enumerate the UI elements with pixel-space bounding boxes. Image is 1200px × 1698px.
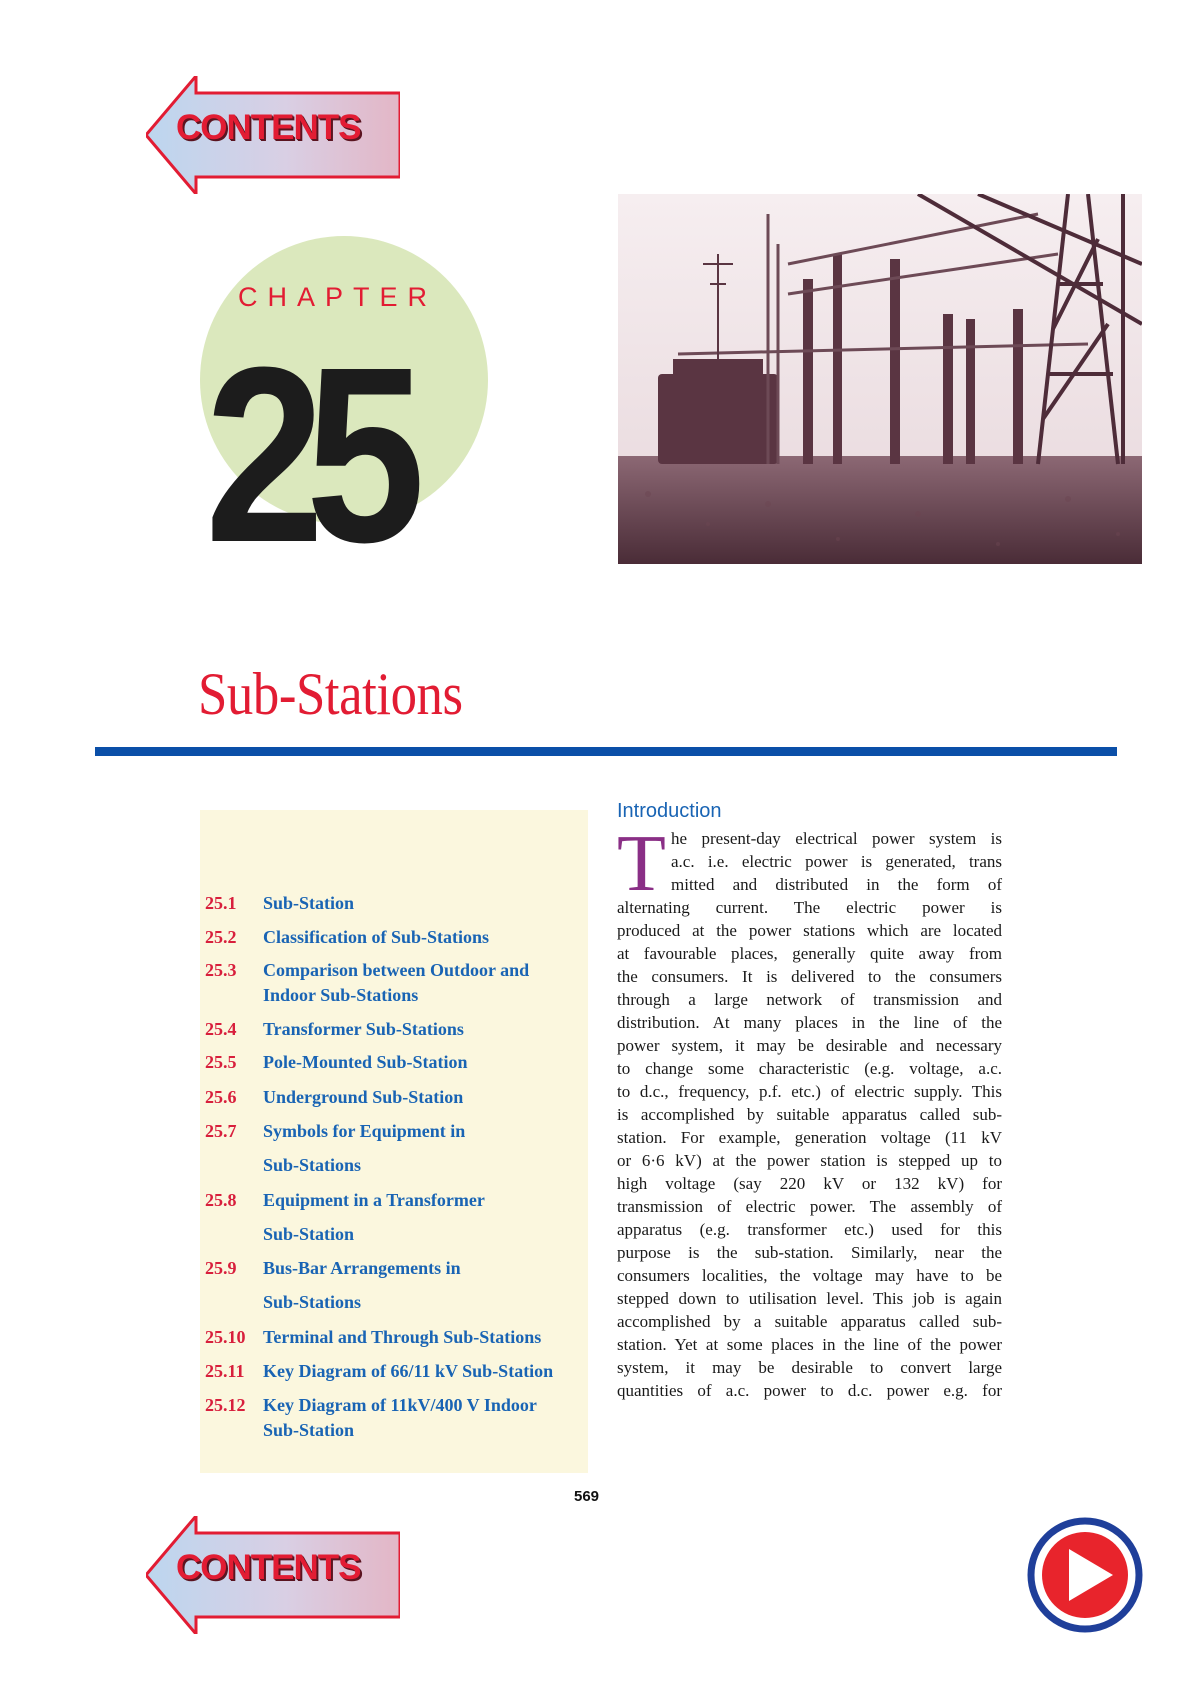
contents-button-top[interactable] [146,76,400,194]
body-line: quantities of a.c. power to d.c. power e.g. for [617,1381,1002,1400]
toc-number: 25.3 [205,960,237,980]
body-line: consumers localities, the voltage may have to be [617,1266,1002,1285]
contents-label: CONTENTS [176,108,361,147]
body-line: a.c. i.e. electric power is generated, trans [671,852,1002,871]
toc-text: Comparison between Outdoor and Indoor Sub-Stations [263,960,530,1005]
toc-text: Terminal and Through Sub-Stations [263,1327,542,1347]
toc-number: 25.11 [205,1361,245,1381]
toc-text: Transformer Sub-Stations [263,1019,464,1039]
toc-number: 25.9 [205,1258,237,1278]
body-line: is accomplished by suitable apparatus called sub- [617,1105,1002,1124]
body-line: system, it may be desirable to convert large [617,1358,1002,1377]
body-line: stepped down to utilisation level. This job is again [617,1289,1002,1308]
toc-number: 25.5 [205,1052,237,1072]
body-line: high voltage (say 220 kV or 132 kV) for [617,1174,1002,1193]
toc-text: Bus-Bar Arrangements in Sub-Stations [263,1258,461,1312]
toc-number: 25.7 [205,1121,237,1141]
body-line: power system, it may be desirable and necessary [617,1036,1002,1055]
body-line: transmission of electric power. The assembly of [617,1197,1002,1216]
body-line: apparatus (e.g. transformer etc.) used for this [617,1220,1002,1239]
body-line: to change some characteristic (e.g. voltage, a.c. [617,1059,1002,1078]
intro-heading: Introduction [617,800,722,822]
drop-cap: T [617,820,666,908]
next-page-button[interactable] [1027,1517,1143,1633]
contents-label: CONTENTS [176,1548,361,1587]
body-line: accomplished by a suitable apparatus called sub- [617,1312,1002,1331]
body-line: through a large network of transmission and [617,990,1002,1009]
chapter-number: 25 [205,315,407,594]
toc-text: Symbols for Equipment in Sub-Stations [263,1121,466,1175]
toc-text: Sub-Station [263,893,355,913]
toc-text: Underground Sub-Station [263,1087,464,1107]
body-line: station. Yet at some places in the line of the power [617,1335,1002,1354]
body-line: or 6·6 kV) at the power station is stepped up to [617,1151,1002,1170]
toc-text: Classification of Sub-Stations [263,927,490,947]
body-line: alternating current. The electric power is [617,898,1002,917]
toc-text: Equipment in a Transformer Sub-Station [263,1190,485,1244]
toc-text: Key Diagram of 11kV/400 V Indoor Sub-Station [263,1395,537,1440]
toc-number: 25.8 [205,1190,237,1210]
play-arrow-icon [1027,1517,1143,1633]
page-number: 569 [574,1488,600,1505]
body-line: mitted and distributed in the form of [671,875,1002,894]
toc-number: 25.4 [205,1019,237,1039]
body-line: produced at the power stations which are located [617,921,1002,940]
body-line: station. For example, generation voltage (11 kV [617,1128,1002,1147]
body-line: the consumers. It is delivered to the consumers [617,967,1002,986]
toc-text: Pole-Mounted Sub-Station [263,1052,468,1072]
toc-number: 25.10 [205,1327,246,1347]
toc-number: 25.2 [205,927,237,947]
toc-number: 25.1 [205,893,237,913]
body-line: he present-day electrical power system is [671,829,1002,848]
body-line: purpose is the sub-station. Similarly, near the [617,1243,1002,1262]
body-line: at favourable places, generally quite away from [617,944,1002,963]
toc-text: Key Diagram of 66/11 kV Sub-Station [263,1361,554,1381]
contents-button-bottom[interactable] [146,1516,400,1634]
body-line: distribution. At many places in the line of the [617,1013,1002,1032]
title-rule [95,747,1117,756]
toc-number: 25.12 [205,1395,246,1415]
body-line: to d.c., frequency, p.f. etc.) of electric supply. This [617,1082,1002,1101]
toc-number: 25.6 [205,1087,237,1107]
chapter-title: Sub-Stations [198,661,463,727]
chapter-word: CHAPTER [238,282,438,312]
substation-photo [618,194,1142,564]
